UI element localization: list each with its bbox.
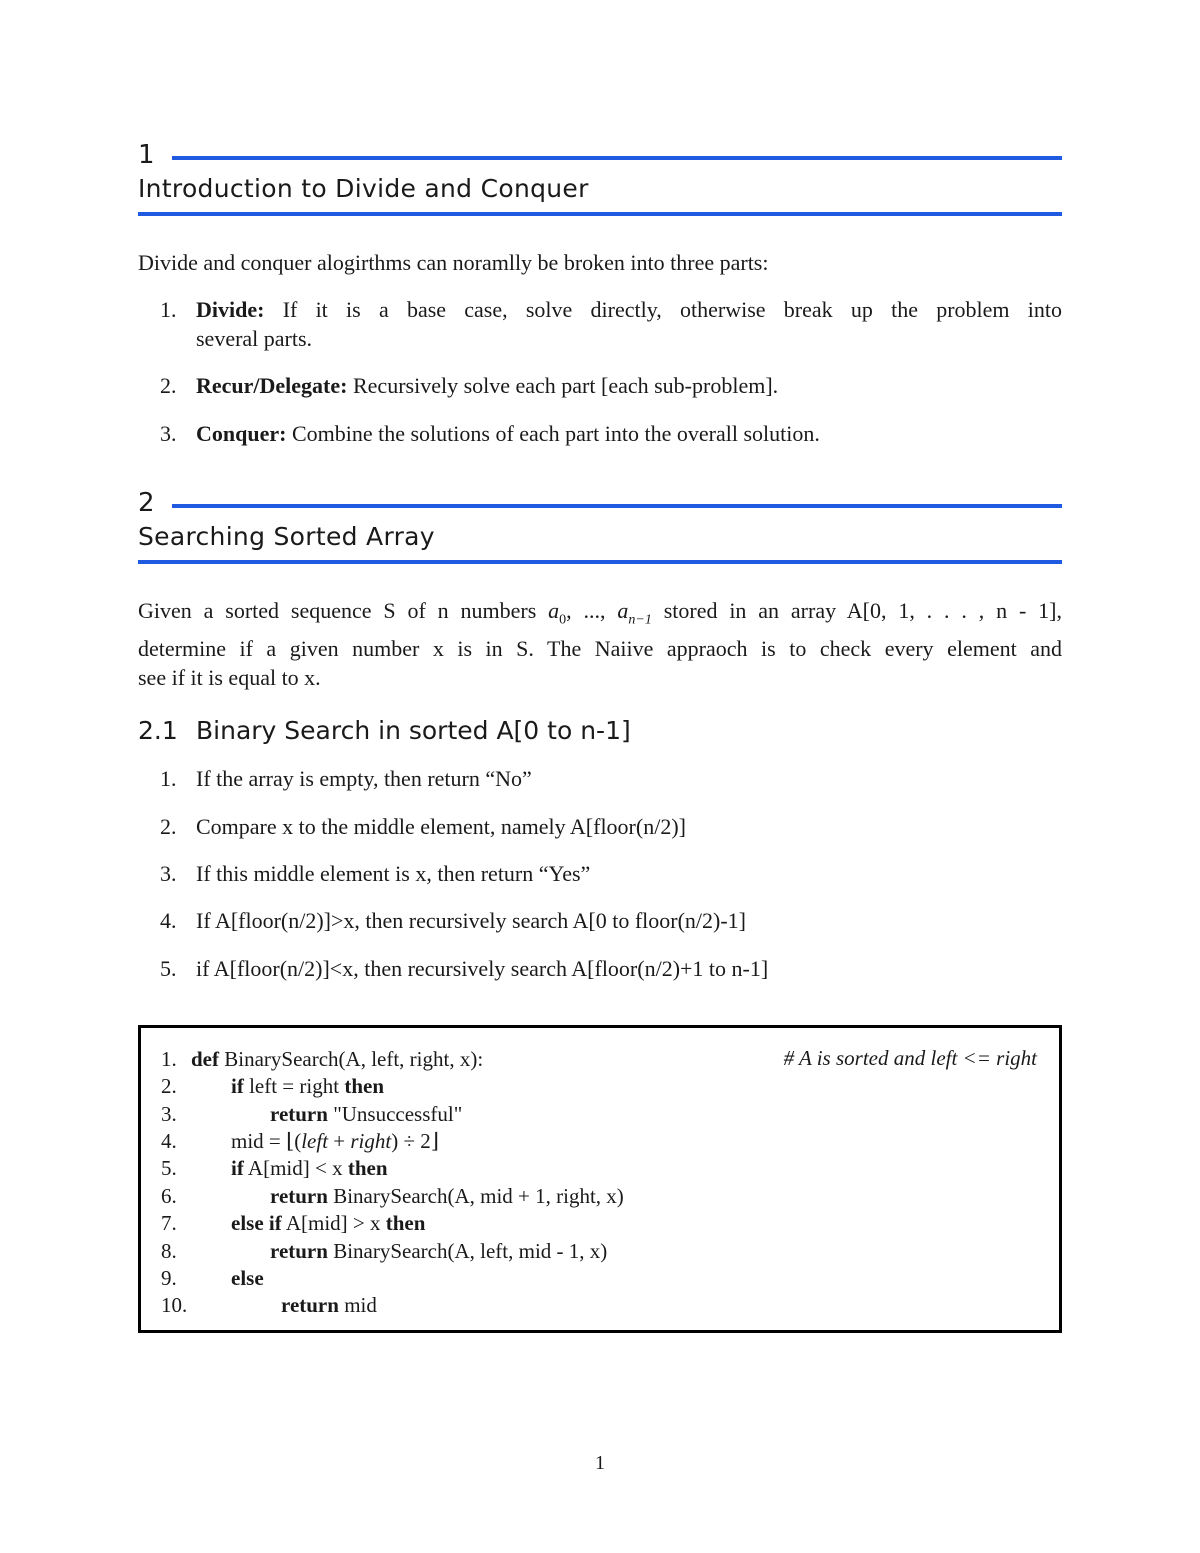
page-number: 1 — [595, 1452, 605, 1474]
section-rule-top — [172, 156, 1062, 160]
section-2-paragraph: Given a sorted sequence S of n numbers $a_0$, ..., $a_{n-1}$ stored in an array A[0, 1, . . . , n - 1], determine if a given number x is in S. The Naiive appraoch is to check every element and see if it is equal to x. — [138, 598, 1063, 691]
section-1-title: Introduction to Divide and Conquer — [138, 174, 589, 203]
section-1-intro: Divide and conquer alogirthms can noramlly be broken into three parts: — [138, 250, 769, 275]
section-rule-bottom — [138, 560, 1062, 564]
section-2-number: 2 — [138, 488, 1062, 518]
pseudocode-box: # A is sorted and left <= right 1. def BinarySearch(A, left, right, x): 2. if left = right then 3. return "Unsuccessful" 4. mid = ⌊(left + right) ÷ 2⌋ 5. if A[mid] < x then 6. return BinarySearch(A, mid + 1, right, x) 7. else if A[mid] > x then 8. return BinarySearch(A, left, mid - 1, x) 9. else 10. return mid — [138, 1025, 1062, 1333]
section-1-number: 1 — [138, 140, 1062, 170]
section-rule-bottom — [138, 212, 1062, 216]
section-rule-top — [172, 504, 1062, 508]
subsection-2-1-heading: 2.1 Binary Search in sorted A[0 to n-1] — [138, 716, 631, 745]
code-comment: # A is sorted and left <= right — [783, 1046, 1037, 1070]
section-2-title: Searching Sorted Array — [138, 522, 435, 551]
